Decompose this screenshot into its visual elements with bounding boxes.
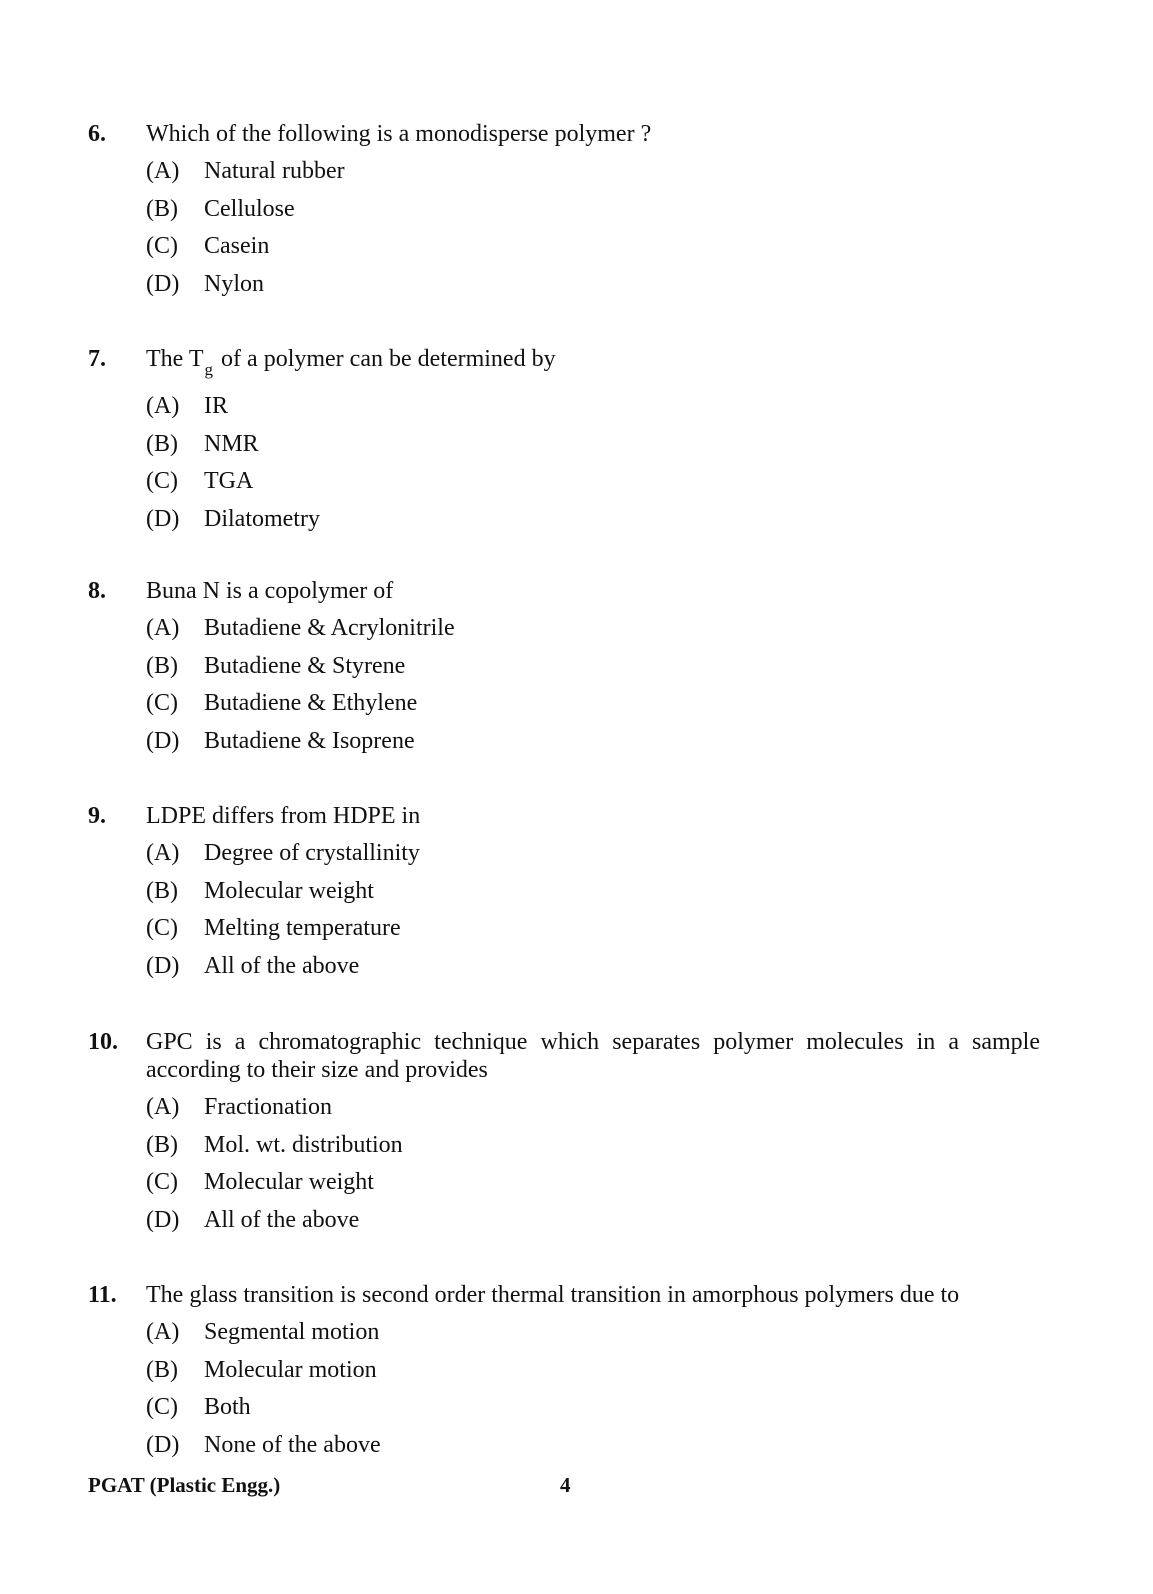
question-number: 9. [88,803,106,829]
question-text: Which of the following is a monodisperse polymer ? [146,121,652,147]
option-c [146,689,1040,727]
option-label: (B) [146,195,178,222]
option-label: (A) [146,1094,180,1120]
question-text: LDPE differs from HDPE in [146,803,421,829]
option-c [146,467,1040,505]
option-label: (B) [146,1131,178,1158]
option-text: Molecular weight [204,877,374,904]
question-text [146,345,1040,379]
question-text: GPC is a chromatographic technique which separates polymer molecules in a sample according to their size and provides [146,1029,1040,1083]
option-text: Butadiene & Ethylene [204,690,418,716]
option-c [146,1168,1040,1206]
option-text: Molecular motion [204,1356,377,1383]
option-list [146,839,1040,989]
question-7 [88,345,1040,542]
subscript: g [204,360,214,379]
option-c [146,232,1040,270]
option-d [146,1431,1040,1469]
option-text: Butadiene & Isoprene [204,727,415,754]
option-label: (B) [146,430,178,457]
option-list [146,1318,1040,1468]
question-text-post: of a polymer can be determined by [221,346,556,372]
option-a [146,392,1040,430]
option-text: Dilatometry [204,505,320,532]
option-label: (C) [146,233,178,259]
option-label: (A) [146,840,180,866]
question-11 [88,1281,1040,1468]
option-text: Nylon [204,270,264,297]
option-b [146,195,1040,233]
question-number: 8. [88,578,106,604]
option-label: (B) [146,877,178,904]
option-c [146,1393,1040,1431]
option-label: (A) [146,615,180,641]
page-number: 4 [560,1473,571,1497]
option-text: All of the above [204,1206,360,1233]
question-text: The glass transition is second order thermal transition in amorphous polymers due to [146,1282,960,1308]
question-8 [88,577,1040,764]
question-number: 6. [88,121,106,147]
question-number: 11. [88,1282,117,1308]
option-label: (D) [146,952,180,979]
option-a [146,1093,1040,1131]
option-label: (B) [146,652,178,679]
option-d [146,727,1040,765]
option-a [146,839,1040,877]
option-list [146,1093,1040,1243]
option-label: (D) [146,727,180,754]
option-text: Butadiene & Acrylonitrile [204,615,455,641]
option-label: (C) [146,690,178,716]
option-label: (D) [146,505,180,532]
option-text: Molecular weight [204,1169,374,1195]
option-a [146,1318,1040,1356]
option-b [146,1131,1040,1169]
question-10 [88,1028,1040,1243]
question-number: 10. [88,1029,118,1055]
option-text: Fractionation [204,1094,332,1120]
option-text: Degree of crystallinity [204,840,420,866]
option-text: TGA [204,468,254,494]
question-6 [88,120,1040,307]
option-text: Butadiene & Styrene [204,652,406,679]
option-text: Cellulose [204,195,295,222]
question-text: Buna N is a copolymer of [146,578,394,604]
option-text: Segmental motion [204,1319,380,1345]
option-b [146,1356,1040,1394]
question-text-pre: The T [146,346,204,372]
option-label: (D) [146,1431,180,1458]
question-number: 7. [88,346,106,372]
option-list [146,614,1040,764]
page-footer [88,1473,1040,1501]
option-a [146,157,1040,195]
option-label: (D) [146,270,180,297]
option-text: Mol. wt. distribution [204,1131,403,1158]
option-label: (C) [146,1394,178,1420]
option-text: Melting temperature [204,915,401,941]
option-label: (D) [146,1206,180,1233]
option-text: None of the above [204,1431,381,1458]
option-b [146,652,1040,690]
option-list [146,157,1040,307]
option-text: NMR [204,430,259,457]
option-label: (C) [146,915,178,941]
option-label: (A) [146,393,180,419]
option-d [146,952,1040,990]
option-a [146,614,1040,652]
option-label: (C) [146,1169,178,1195]
option-d [146,505,1040,543]
option-d [146,270,1040,308]
option-d [146,1206,1040,1244]
option-b [146,430,1040,468]
option-text: Casein [204,233,270,259]
option-text: All of the above [204,952,360,979]
option-label: (A) [146,1319,180,1345]
question-9 [88,802,1040,989]
option-label: (B) [146,1356,178,1383]
option-c [146,914,1040,952]
option-text: Natural rubber [204,158,345,184]
option-text: IR [204,393,228,419]
option-label: (C) [146,468,178,494]
option-text: Both [204,1394,251,1420]
exam-title: PGAT (Plastic Engg.) [88,1473,281,1497]
option-b [146,877,1040,915]
option-list [146,392,1040,542]
option-label: (A) [146,158,180,184]
